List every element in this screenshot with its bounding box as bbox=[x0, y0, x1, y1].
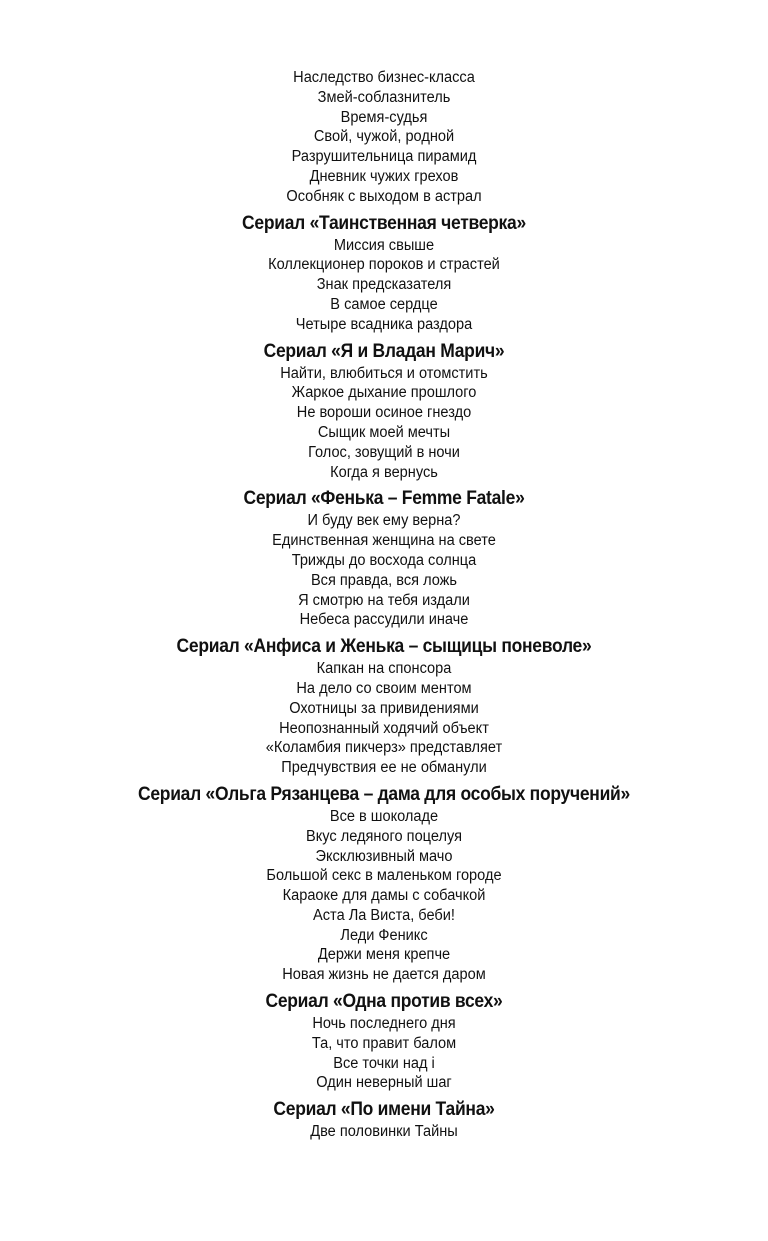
book-title: Аста Ла Виста, беби! bbox=[313, 906, 455, 924]
series-group bbox=[0, 488, 768, 630]
book-title: Большой секс в маленьком городе bbox=[266, 867, 502, 885]
book-title: Предчувствия ее не обманули bbox=[281, 759, 487, 777]
book-title: Один неверный шаг bbox=[316, 1074, 452, 1092]
book-title: Свой, чужой, родной bbox=[313, 128, 455, 146]
book-title: Змей-соблазнитель bbox=[317, 88, 451, 106]
book-title: Ночь последнего дня bbox=[312, 1015, 456, 1033]
series-title: Сериал «По имени Тайна» bbox=[273, 1099, 495, 1121]
book-title: Две половинки Тайны bbox=[310, 1123, 458, 1141]
series-group bbox=[0, 213, 768, 335]
book-title: Единственная женщина на свете bbox=[272, 532, 496, 550]
book-title: Эксклюзивный мачо bbox=[315, 847, 453, 865]
book-title: Я смотрю на тебя издали bbox=[298, 591, 470, 609]
book-title: Новая жизнь не дается даром bbox=[282, 966, 486, 984]
series-title: Сериал «Таинственная четверка» bbox=[242, 212, 526, 234]
book-title: Неопознанный ходячий объект bbox=[279, 719, 489, 737]
series-group bbox=[0, 341, 768, 483]
book-title: На дело со своим ментом bbox=[296, 679, 472, 697]
series-group bbox=[0, 636, 768, 778]
book-title: Разрушительница пирамид bbox=[291, 148, 477, 166]
book-list bbox=[0, 659, 768, 778]
book-title: И буду век ему верна? bbox=[307, 512, 461, 530]
book-title: Леди Феникс bbox=[340, 926, 428, 944]
book-list bbox=[0, 1122, 768, 1142]
book-list bbox=[0, 236, 768, 335]
book-list bbox=[0, 364, 768, 483]
book-title: Особняк с выходом в астрал bbox=[286, 187, 482, 205]
book-title: Наследство бизнес-класса bbox=[293, 69, 475, 86]
series-title: Сериал «Ольга Рязанцева – дама для особых поручений» bbox=[138, 783, 630, 805]
book-title: Вкус ледяного поцелуя bbox=[305, 827, 462, 845]
book-title: Небеса рассудили иначе bbox=[299, 611, 469, 629]
series-group bbox=[0, 991, 768, 1093]
book-title: Коллекционер пороков и страстей bbox=[268, 256, 500, 274]
book-title: Та, что правит балом bbox=[311, 1034, 457, 1052]
book-title: Жаркое дыхание прошлого bbox=[291, 384, 477, 402]
book-title: Вся правда, вся ложь bbox=[310, 571, 458, 589]
book-list bbox=[0, 1014, 768, 1093]
book-title: Капкан на спонсора bbox=[316, 660, 452, 678]
book-title: Караоке для дамы с собачкой bbox=[282, 887, 486, 905]
book-title: Время-судья bbox=[340, 108, 428, 126]
book-list bbox=[0, 807, 768, 985]
book-title: Трижды до восхода солнца bbox=[291, 551, 477, 569]
book-title: Сыщик моей мечты bbox=[317, 423, 451, 441]
book-title: Знак предсказателя bbox=[316, 276, 452, 294]
book-list bbox=[0, 511, 768, 630]
book-list bbox=[0, 68, 768, 207]
book-title: Все в шоколаде bbox=[329, 807, 439, 825]
book-title: Голос, зовущий в ночи bbox=[308, 443, 460, 461]
series-group bbox=[0, 784, 768, 985]
book-title: Миссия свыше bbox=[333, 236, 435, 254]
book-title: Держи меня крепче bbox=[317, 946, 451, 964]
book-title: «Коламбия пикчерз» представляет bbox=[265, 739, 503, 757]
series-title: Сериал «Анфиса и Женька – сыщицы поневоле» bbox=[176, 636, 592, 658]
series-group bbox=[0, 68, 768, 207]
book-title: Все точки над i bbox=[333, 1054, 435, 1072]
book-title: Дневник чужих грехов bbox=[309, 167, 459, 185]
book-title: В самое сердце bbox=[330, 295, 438, 313]
book-title: Охотницы за привидениями bbox=[289, 699, 479, 717]
series-group bbox=[0, 1099, 768, 1142]
series-title: Сериал «Я и Владан Марич» bbox=[263, 340, 505, 362]
series-title: Сериал «Фенька – Femme Fatale» bbox=[243, 488, 525, 510]
book-list-page bbox=[0, 68, 768, 1142]
book-title: Не вороши осиное гнездо bbox=[296, 404, 472, 422]
book-title: Четыре всадника раздора bbox=[295, 315, 473, 333]
book-title: Найти, влюбиться и отомстить bbox=[280, 364, 488, 382]
series-title: Сериал «Одна против всех» bbox=[265, 991, 503, 1013]
book-title: Когда я вернусь bbox=[330, 463, 438, 481]
